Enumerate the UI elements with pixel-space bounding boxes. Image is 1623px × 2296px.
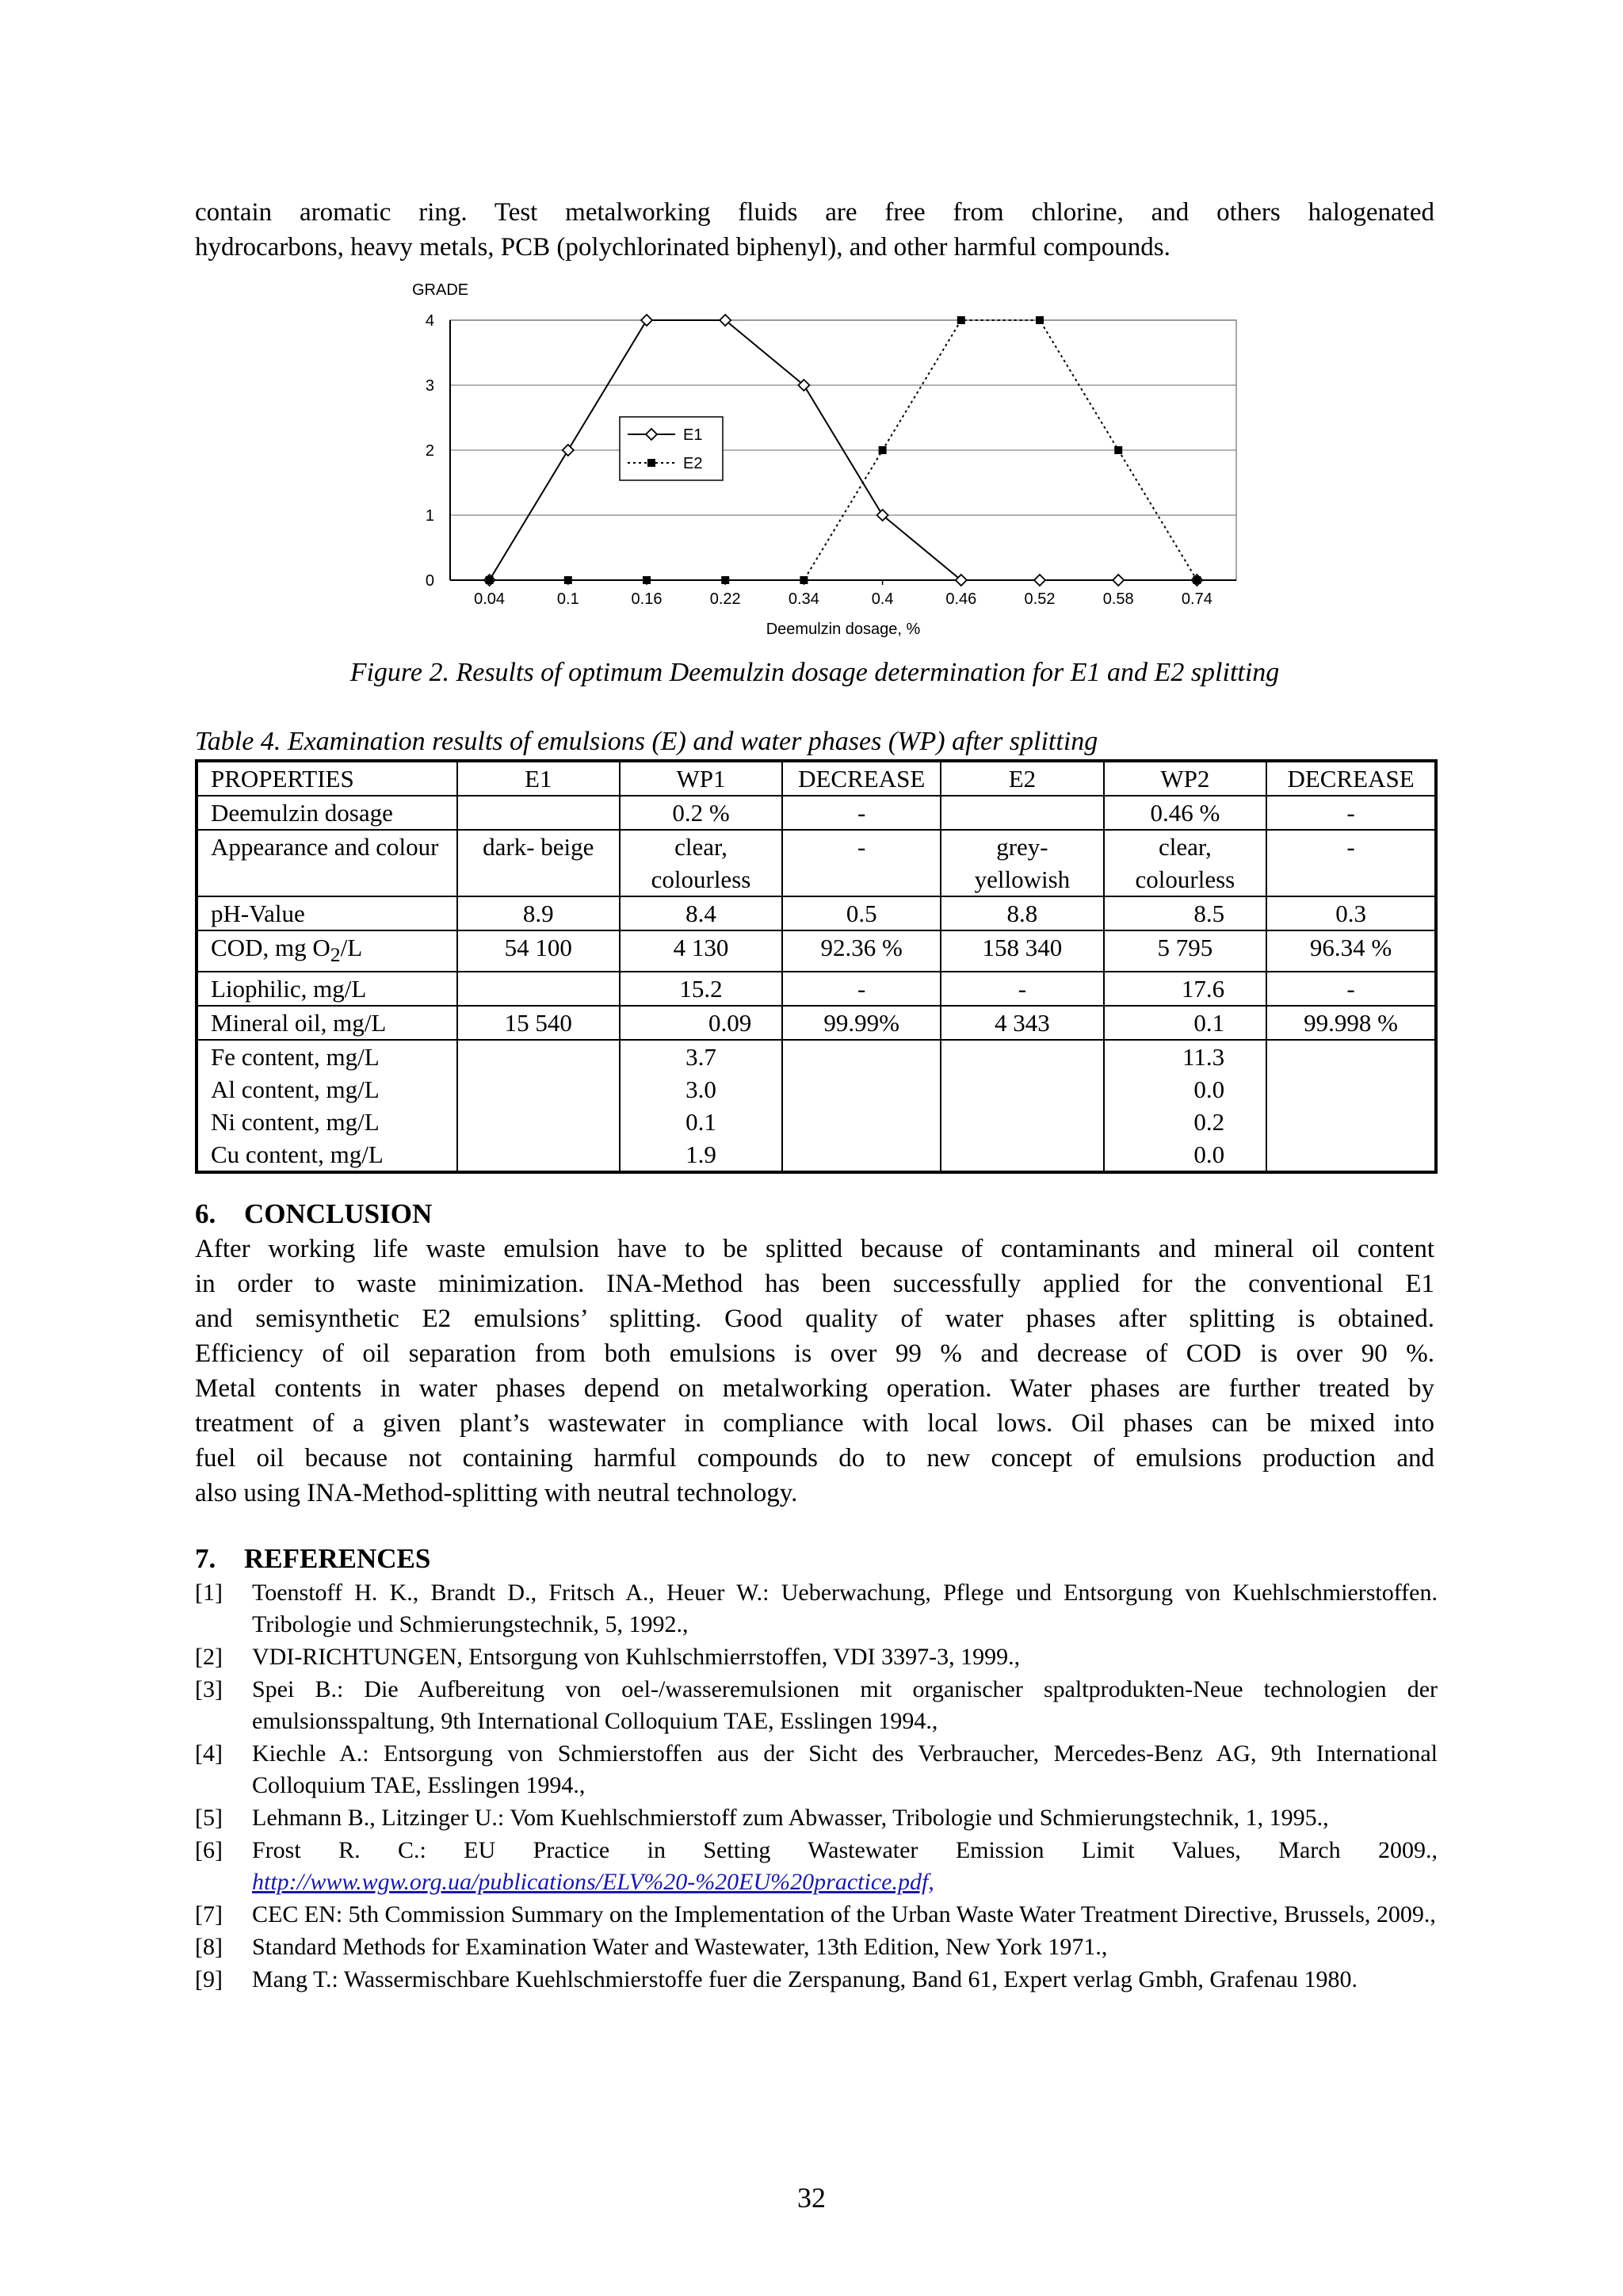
- table-cell-empty: [782, 1040, 941, 1172]
- table-cell: 0.46 %: [1104, 796, 1267, 830]
- table-cell: -: [941, 972, 1103, 1006]
- table-cell: 4 343: [941, 1006, 1103, 1040]
- table-header-cell: PROPERTIES: [197, 761, 457, 796]
- data-point-e1: [563, 445, 574, 456]
- table-cell: 8.9: [457, 896, 620, 930]
- table-header-cell: DECREASE: [1266, 761, 1436, 796]
- results-table: [195, 759, 1438, 1174]
- reference-item: [195, 1802, 1438, 1834]
- table-header-cell: E1: [457, 761, 620, 796]
- reference-link[interactable]: http://www.wgw.org.ua/publications/ELV%20-%20EU%20practice.pdf,: [252, 1869, 934, 1895]
- reference-number: [4]: [195, 1740, 223, 1767]
- section-title: REFERENCES: [244, 1543, 431, 1574]
- table-cell: 11.3: [1182, 1043, 1225, 1072]
- table-cell: 0.3: [1266, 896, 1436, 930]
- legend-label: E1: [683, 426, 703, 444]
- reference-text: Toenstoff H. K., Brandt D., Fritsch A., Heuer W.: Ueberwachung, Pflege und Entsorgung von Kuehlschmierstoffen. Tribologie und Schmierungstechnik, 5, 1992.,: [252, 1580, 1438, 1637]
- table-row: [197, 796, 1436, 830]
- table-cell: grey- yellowish: [941, 830, 1103, 896]
- conclusion-line: Metal contents in water phases depend on metalworking operation. Water phases are further treated by: [195, 1374, 1434, 1403]
- legend-box: [620, 417, 723, 480]
- table-cell: 15 540: [457, 1006, 620, 1040]
- y-tick-label: 1: [425, 507, 434, 525]
- table-cell: 1.9: [685, 1140, 716, 1169]
- conclusion-line: in order to waste minimization. INA-Method has been successfully applied for the conventional E1: [195, 1270, 1434, 1298]
- x-tick-label: 0.46: [945, 590, 977, 608]
- reference-number: [1]: [195, 1580, 223, 1606]
- reference-item: [195, 1964, 1438, 1996]
- table-cell: -: [782, 972, 941, 1006]
- intro-paragraph: [195, 195, 1434, 265]
- reference-text: CEC EN: 5th Commission Summary on the Implementation of the Urban Waste Water Treatment Directive, Brussels, 2009.,: [252, 1901, 1436, 1927]
- data-point-e1: [641, 315, 652, 326]
- reference-text: Standard Methods for Examination Water and Wastewater, 13th Edition, New York 1971.,: [252, 1934, 1108, 1960]
- y-axis-label: GRADE: [412, 281, 469, 299]
- table-cell: [457, 972, 620, 1006]
- reference-number: [8]: [195, 1934, 223, 1960]
- y-tick-label: 4: [425, 312, 434, 330]
- reference-text: Mang T.: Wassermischbare Kuehlschmierstoffe fuer die Zerspanung, Band 61, Expert verlag Gmbh, Grafenau 1980.: [252, 1966, 1358, 1992]
- table-cell: clear, colourless: [1104, 830, 1267, 896]
- reference-item: [195, 1835, 1438, 1898]
- table-cell: 0.1: [685, 1108, 716, 1137]
- data-point-e2: [800, 576, 808, 584]
- reference-item: [195, 1674, 1438, 1737]
- conclusion-paragraph: [195, 1232, 1434, 1511]
- table-header-cell: WP2: [1104, 761, 1267, 796]
- reference-item: [195, 1641, 1438, 1673]
- section-number: 7.: [195, 1543, 216, 1574]
- table-cell-metal-wp2: [1104, 1040, 1267, 1172]
- x-tick-label: 0.34: [788, 590, 819, 608]
- figure-caption: Figure 2. Results of optimum Deemulzin dosage determination for E1 and E2 splitting: [349, 658, 1280, 687]
- table-cell-cod: COD, mg $O_2/L$: [197, 930, 457, 972]
- table-cell: -: [1266, 972, 1436, 1006]
- table-cell: [941, 796, 1103, 830]
- table-cell: 0.2: [1193, 1108, 1225, 1137]
- table-cell: Deemulzin dosage: [197, 796, 457, 830]
- reference-text: VDI-RICHTUNGEN, Entsorgung von Kuhlschmierrstoffen, VDI 3397-3, 1999.,: [252, 1644, 1021, 1670]
- table-header-cell: WP1: [620, 761, 783, 796]
- table-row: [197, 896, 1436, 930]
- reference-number: [6]: [195, 1837, 223, 1863]
- table-cell: 99.99%: [782, 1006, 941, 1040]
- data-point-e2: [957, 316, 965, 324]
- y-tick-label: 2: [425, 442, 434, 460]
- reference-number: [9]: [195, 1966, 223, 1992]
- intro-line: hydrocarbons, heavy metals, PCB (polychlorinated biphenyl), and other harmful compounds.: [195, 233, 1170, 262]
- section-title: CONCLUSION: [244, 1198, 433, 1229]
- data-point-e2: [1036, 316, 1044, 324]
- table-cell-metal-wp1: [620, 1040, 783, 1172]
- table-cell: 0.09: [620, 1006, 783, 1040]
- grade-chart: [380, 276, 1276, 648]
- table-caption: Table 4. Examination results of emulsions (E) and water phases (WP) after splitting: [195, 727, 1098, 756]
- table-cell: 0.2 %: [620, 796, 783, 830]
- conclusion-line: treatment of a given plant’s wastewater in compliance with local lows. Oil phases can be mixed into: [195, 1409, 1434, 1438]
- conclusion-heading: [195, 1197, 432, 1232]
- legend-marker-e2: [647, 459, 655, 467]
- table-cell: 99.998 %: [1266, 1006, 1436, 1040]
- page-number: 32: [797, 2182, 826, 2214]
- table-cell-empty: [941, 1040, 1103, 1172]
- table-header-cell: E2: [941, 761, 1103, 796]
- data-point-e2: [643, 576, 651, 584]
- reference-number: [5]: [195, 1805, 223, 1831]
- table-row: [197, 930, 1436, 972]
- grade-chart-svg: [380, 276, 1276, 648]
- table-cell: [457, 796, 620, 830]
- table-cell: 8.4: [620, 896, 783, 930]
- reference-number: [7]: [195, 1901, 223, 1927]
- table-header-cell: DECREASE: [782, 761, 941, 796]
- x-tick-label: 0.52: [1024, 590, 1056, 608]
- reference-item: [195, 1899, 1438, 1931]
- reference-number: [2]: [195, 1644, 223, 1670]
- table-cell: 96.34 %: [1266, 930, 1436, 972]
- x-tick-label: 0.4: [871, 590, 894, 608]
- table-cell-empty: [457, 1040, 620, 1172]
- table-cell: 3.7: [685, 1043, 716, 1072]
- table-cell: clear, colourless: [620, 830, 783, 896]
- conclusion-line: also using INA-Method-splitting with neutral technology.: [195, 1479, 798, 1507]
- data-point-e2: [879, 446, 887, 454]
- table-cell: 92.36 %: [782, 930, 941, 972]
- table-cell: Appearance and colour: [197, 830, 457, 896]
- table-cell: -: [1266, 830, 1436, 896]
- table-cell: -: [1266, 796, 1436, 830]
- reference-item: [195, 1931, 1438, 1963]
- conclusion-line: and semisynthetic E2 emulsions’ splitting. Good quality of water phases after splitting is obtained.: [195, 1305, 1434, 1333]
- y-tick-label: 0: [425, 572, 434, 590]
- references-list: [195, 1577, 1438, 1996]
- data-point-e2: [721, 576, 729, 584]
- conclusion-line: After working life waste emulsion have to be splitted because of contaminants and mineral oil content: [195, 1235, 1434, 1263]
- x-tick-label: 0.16: [631, 590, 663, 608]
- table-cell: 8.8: [941, 896, 1103, 930]
- x-tick-label: 0.22: [709, 590, 741, 608]
- table-row: [197, 830, 1436, 896]
- table-cell: Al content, mg/L: [211, 1075, 380, 1104]
- table-cell: 0.1: [1104, 1006, 1267, 1040]
- reference-text: Spei B.: Die Aufbereitung von oel-/wasseremulsionen mit organischer spaltprodukten-Neue technologien der emulsionsspaltung, 9th International Colloquium TAE, Esslingen 1994.,: [252, 1676, 1438, 1734]
- x-tick-label: 0.04: [474, 590, 506, 608]
- table-row: [197, 1006, 1436, 1040]
- reference-number: [3]: [195, 1676, 223, 1702]
- table-cell: 0.0: [1193, 1075, 1225, 1104]
- table-cell: Mineral oil, mg/L: [197, 1006, 457, 1040]
- table-row-metals: [197, 1040, 1436, 1172]
- conclusion-line: fuel oil because not containing harmful compounds do to new concept of emulsions production and: [195, 1444, 1434, 1473]
- table-cell: 54 100: [457, 930, 620, 972]
- table-cell: 0.5: [782, 896, 941, 930]
- reference-item: [195, 1738, 1438, 1801]
- data-point-e2: [564, 576, 572, 584]
- intro-line: contain aromatic ring. Test metalworking fluids are free from chlorine, and others halogenated: [195, 198, 1434, 227]
- x-axis-label: Deemulzin dosage, %: [766, 621, 921, 638]
- reference-text: [252, 1835, 1438, 1898]
- table-cell: Cu content, mg/L: [211, 1140, 384, 1169]
- section-number: 6.: [195, 1198, 216, 1229]
- table-cell-empty: [1266, 1040, 1436, 1172]
- data-point-e2: [486, 576, 494, 584]
- data-point-e1: [1113, 575, 1124, 586]
- reference-text-body: Frost R. C.: EU Practice in Setting Wastewater Emission Limit Values, March 2009.,: [252, 1837, 1438, 1863]
- references-heading: [195, 1541, 430, 1576]
- table-cell: 8.5: [1104, 896, 1267, 930]
- y-tick-label: 3: [425, 377, 434, 395]
- table-cell: 4 130: [620, 930, 783, 972]
- table-cell: 15.2: [620, 972, 783, 1006]
- data-point-e2: [1114, 446, 1122, 454]
- table-cell: 158 340: [941, 930, 1103, 972]
- table-cell: -: [782, 796, 941, 830]
- x-tick-label: 0.74: [1181, 590, 1212, 608]
- reference-text: Lehmann B., Litzinger U.: Vom Kuehlschmierstoff zum Abwasser, Tribologie und Schmierungstechnik, 1, 1995.,: [252, 1805, 1329, 1831]
- table-cell: dark- beige: [457, 830, 620, 896]
- table-cell: 3.0: [685, 1075, 716, 1104]
- table-cell: 5 795: [1104, 930, 1267, 972]
- table-header-row: [197, 761, 1436, 796]
- x-tick-label: 0.58: [1102, 590, 1134, 608]
- table-row: [197, 972, 1436, 1006]
- legend-label: E2: [683, 455, 703, 472]
- table-cell-metal-labels: [197, 1040, 457, 1172]
- table-cell: 17.6: [1104, 972, 1267, 1006]
- reference-item: [195, 1577, 1438, 1641]
- data-point-e1: [1034, 575, 1045, 586]
- x-tick-label: 0.1: [556, 590, 579, 608]
- table-cell: Fe content, mg/L: [211, 1043, 380, 1072]
- reference-text: Kiechle A.: Entsorgung von Schmierstoffen aus der Sicht des Verbraucher, Mercedes-Benz AG, 9th International Colloquium TAE, Esslingen 1994.,: [252, 1740, 1438, 1798]
- table-cell: 0.0: [1193, 1140, 1225, 1169]
- data-point-e2: [1193, 576, 1201, 584]
- table-cell: Ni content, mg/L: [211, 1108, 380, 1137]
- conclusion-line: Efficiency of oil separation from both emulsions is over 99 % and decrease of COD is over 90 %.: [195, 1339, 1434, 1368]
- table-cell: -: [782, 830, 941, 896]
- table-cell: Liophilic, mg/L: [197, 972, 457, 1006]
- table-cell: pH-Value: [197, 896, 457, 930]
